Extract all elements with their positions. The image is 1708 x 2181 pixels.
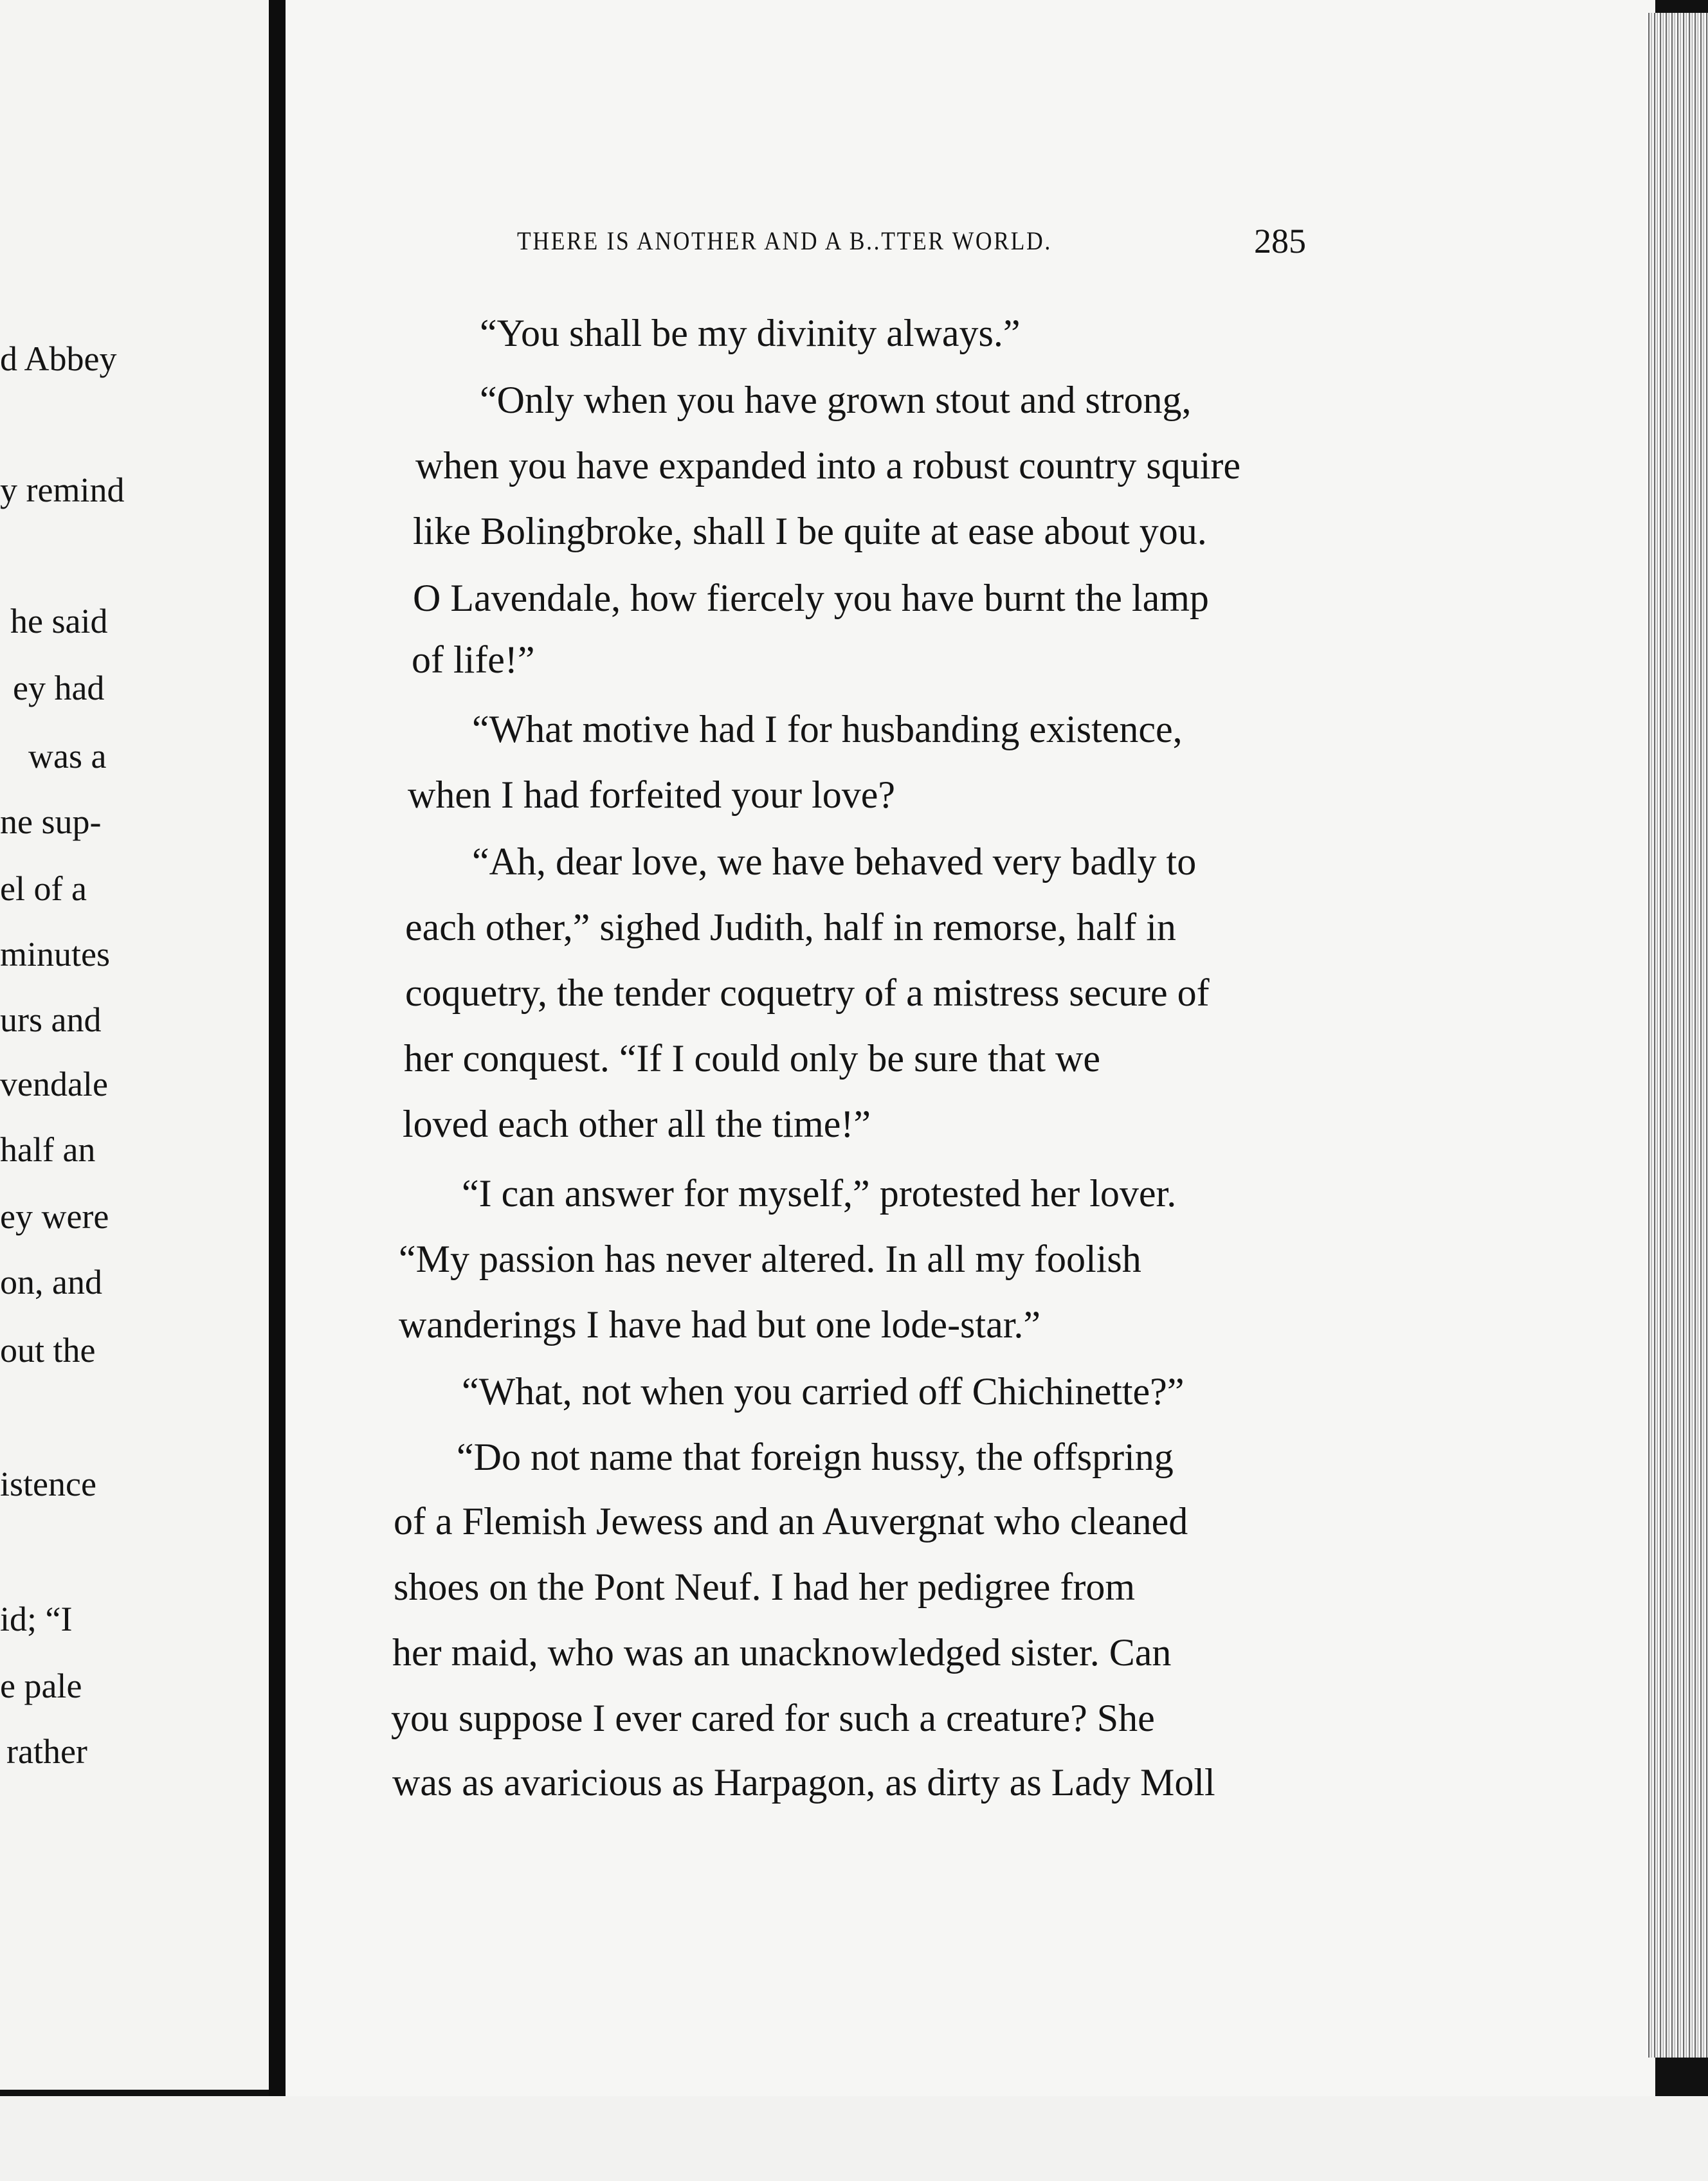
left-line: id; “I bbox=[0, 1600, 73, 1638]
text-line: “Ah, dear love, we have behaved very badly to bbox=[472, 840, 1197, 883]
text-line: “Only when you have grown stout and strong, bbox=[480, 379, 1192, 421]
left-line: ey were bbox=[0, 1197, 109, 1236]
scan-bottom-margin bbox=[0, 2096, 1708, 2181]
text-line: her conquest. “If I could only be sure that we bbox=[404, 1037, 1100, 1080]
text-line: wanderings I have had but one lode-star.” bbox=[399, 1303, 1040, 1346]
left-line: out the bbox=[0, 1331, 96, 1370]
text-line: O Lavendale, how fiercely you have burnt the lamp bbox=[413, 577, 1209, 619]
text-line: “What, not when you carried off Chichinette?” bbox=[462, 1370, 1185, 1413]
left-line: half an bbox=[0, 1130, 96, 1169]
left-line: was a bbox=[28, 737, 107, 775]
left-line: rather bbox=[6, 1732, 87, 1771]
text-line: “What motive had I for husbanding existence, bbox=[472, 708, 1183, 750]
left-page bbox=[0, 0, 269, 2090]
left-line: istence bbox=[0, 1465, 96, 1503]
left-line: e pale bbox=[0, 1667, 82, 1705]
left-line: urs and bbox=[0, 1000, 102, 1039]
text-line: “I can answer for myself,” protested her lover. bbox=[462, 1172, 1177, 1215]
text-line: her maid, who was an unacknowledged sister. Can bbox=[392, 1631, 1172, 1674]
text-line: loved each other all the time!” bbox=[403, 1103, 871, 1145]
left-line: vendale bbox=[0, 1065, 108, 1103]
text-line: “You shall be my divinity always.” bbox=[480, 312, 1021, 354]
text-line: when you have expanded into a robust country squire bbox=[415, 444, 1240, 487]
running-head: THERE IS ANOTHER AND A B..TTER WORLD. bbox=[517, 226, 1052, 255]
left-line: on, and bbox=[0, 1263, 102, 1301]
page-edges bbox=[1646, 13, 1708, 2058]
text-line: like Bolingbroke, shall I be quite at ease about you. bbox=[413, 510, 1207, 552]
text-line: of life!” bbox=[412, 638, 535, 681]
text-line: each other,” sighed Judith, half in remorse, half in bbox=[405, 906, 1176, 948]
text-line: shoes on the Pont Neuf. I had her pedigree from bbox=[394, 1566, 1136, 1608]
text-line: when I had forfeited your love? bbox=[408, 774, 896, 816]
left-line: d Abbey bbox=[0, 339, 117, 378]
text-line: you suppose I ever cared for such a creature? She bbox=[391, 1697, 1155, 1739]
left-line: he said bbox=[10, 602, 108, 640]
text-line: was as avaricious as Harpagon, as dirty as Lady Moll bbox=[392, 1761, 1215, 1804]
left-line: ne sup- bbox=[0, 802, 102, 841]
page-number: 285 bbox=[1254, 222, 1306, 260]
left-line: y remind bbox=[0, 471, 125, 509]
book-gutter bbox=[269, 0, 286, 2103]
left-line: ey had bbox=[13, 669, 105, 707]
left-line: minutes bbox=[0, 935, 110, 973]
text-line: coquetry, the tender coquetry of a mistress secure of bbox=[405, 972, 1210, 1014]
left-line: el of a bbox=[0, 869, 87, 908]
text-line: of a Flemish Jewess and an Auvergnat who cleaned bbox=[394, 1500, 1188, 1543]
text-line: “Do not name that foreign hussy, the offspring bbox=[457, 1436, 1174, 1478]
text-line: “My passion has never altered. In all my foolish bbox=[399, 1238, 1141, 1280]
